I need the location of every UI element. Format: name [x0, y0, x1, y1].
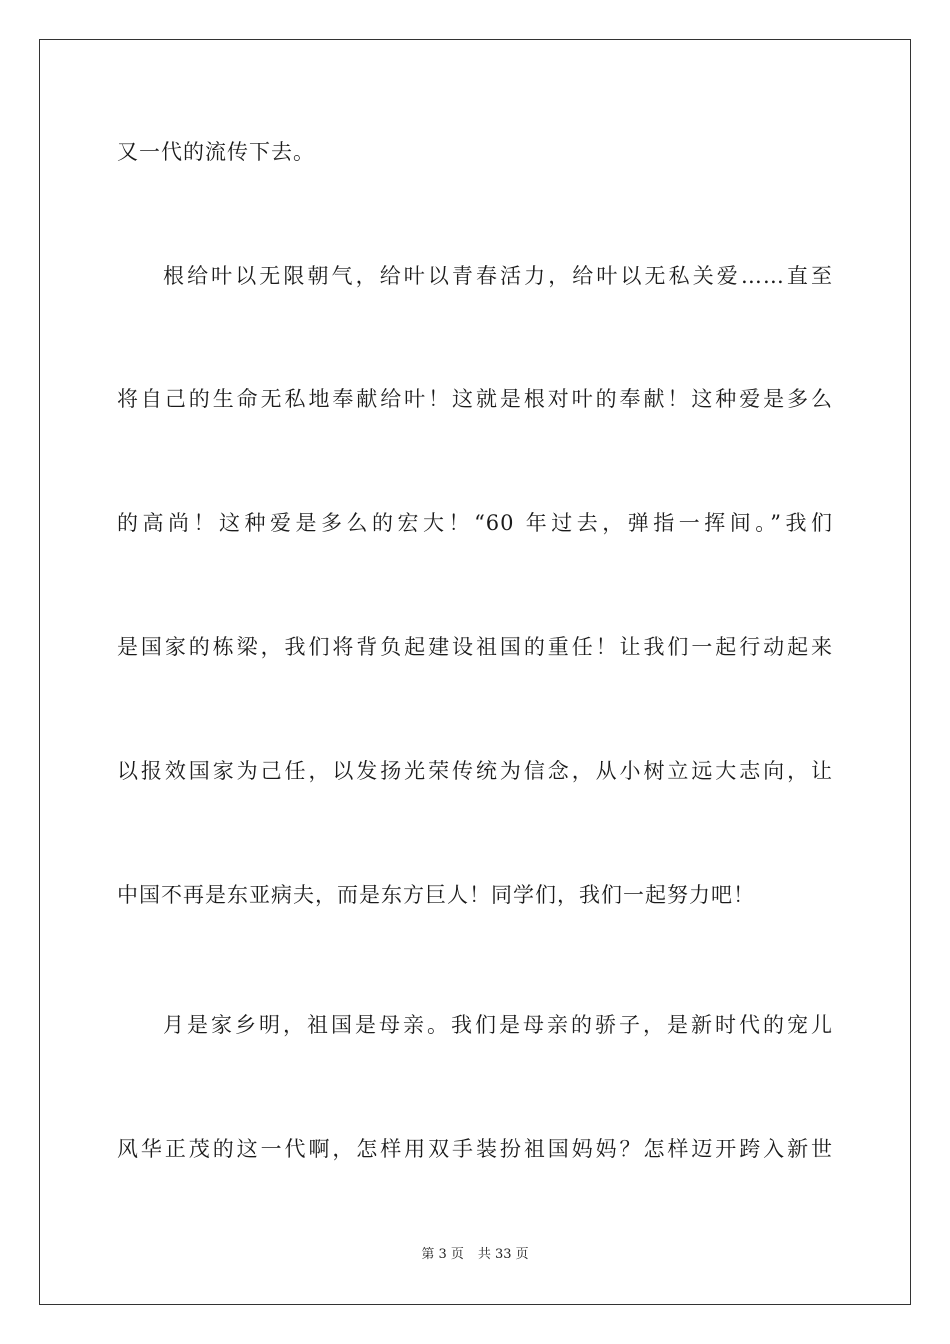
page-number: 第 3 页 [421, 1247, 464, 1262]
text-line-8: 月是家乡明，祖国是母亲。我们是母亲的骄子，是新时代的宠儿 [163, 1013, 833, 1037]
text-line-5: 是国家的栋梁，我们将背负起建设祖国的重任！让我们一起行动起来 [117, 635, 833, 659]
text-line-4: 的高尚！这种爱是多么的宏大！“60 年过去，弹指一挥间。”我们 [117, 511, 833, 535]
page-total: 共 33 页 [477, 1247, 529, 1262]
page-border [39, 39, 911, 1305]
text-line-9: 风华正茂的这一代啊，怎样用双手装扮祖国妈妈？怎样迈开跨入新世 [117, 1137, 833, 1161]
text-line-6: 以报效国家为己任，以发扬光荣传统为信念，从小树立远大志向，让 [117, 759, 833, 783]
page-footer [0, 1246, 950, 1264]
text-line-7: 中国不再是东亚病夫，而是东方巨人！同学们，我们一起努力吧！ [117, 883, 755, 907]
text-line-2: 根给叶以无限朝气，给叶以青春活力，给叶以无私关爱……直至 [163, 264, 833, 288]
text-line-3: 将自己的生命无私地奉献给叶！这就是根对叶的奉献！这种爱是多么 [117, 387, 833, 411]
text-line-1: 又一代的流传下去。 [117, 140, 315, 164]
